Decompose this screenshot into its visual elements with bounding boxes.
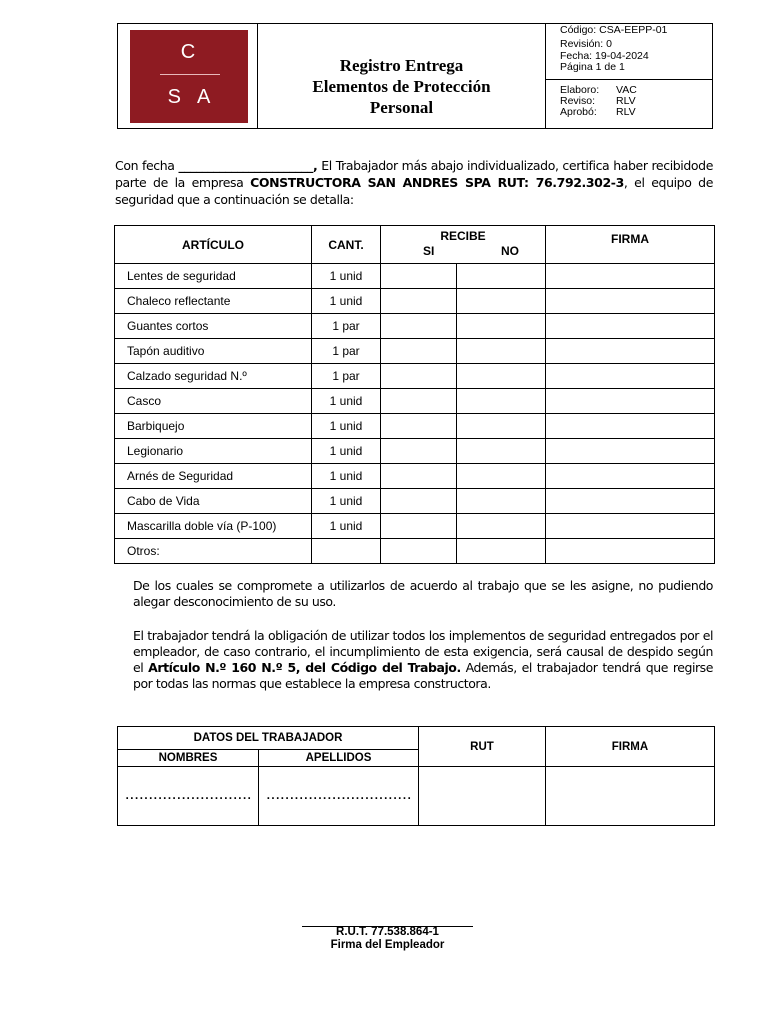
worker-table	[117, 726, 715, 826]
si-cell[interactable]	[381, 539, 457, 564]
si-cell[interactable]	[381, 489, 457, 514]
date-blank: _______________________,	[178, 158, 318, 173]
header-divider	[545, 23, 546, 129]
no-cell[interactable]	[457, 439, 546, 464]
col-cant: CANT.	[312, 226, 381, 264]
aprobo-label: Aprobó:	[560, 106, 597, 118]
intro-text: El Trabajador más abajo individualizado, certifica haber recibidode parte de la empresa	[115, 158, 713, 190]
item-name: Tapón auditivo	[115, 339, 312, 364]
logo-rule	[160, 74, 220, 75]
col-articulo: ARTÍCULO	[115, 226, 312, 264]
item-qty: 1 unid	[312, 389, 381, 414]
item-qty: 1 unid	[312, 264, 381, 289]
aprobo-value: RLV	[616, 106, 636, 118]
table-row	[115, 464, 715, 489]
si-cell[interactable]	[381, 414, 457, 439]
item-qty: 1 unid	[312, 514, 381, 539]
table-row	[115, 489, 715, 514]
obligation-paragraph	[133, 628, 713, 692]
reviso-label: Reviso:	[560, 95, 596, 107]
no-cell[interactable]	[457, 389, 546, 414]
elaboro-label: Elaboro:	[560, 84, 600, 96]
legal-reference: Artículo N.º 160 N.º 5, del Código del Trabajo.	[148, 660, 461, 675]
apellidos-field[interactable]	[259, 767, 419, 826]
item-name: Arnés de Seguridad	[115, 464, 312, 489]
items-table	[114, 225, 715, 564]
firma-cell[interactable]	[546, 539, 715, 564]
item-name: Legionario	[115, 439, 312, 464]
nombres-dots: ...........................	[125, 790, 253, 802]
no-cell[interactable]	[457, 514, 546, 539]
company-name: CONSTRUCTORA SAN ANDRES SPA RUT: 76.792.302-3	[250, 175, 624, 190]
firma-cell[interactable]	[546, 389, 715, 414]
firma-cell[interactable]	[546, 414, 715, 439]
title-line: Registro Entrega	[339, 56, 464, 75]
item-name: Barbiquejo	[115, 414, 312, 439]
firma-cell[interactable]	[546, 339, 715, 364]
item-name: Lentes de seguridad	[115, 264, 312, 289]
no-cell[interactable]	[457, 339, 546, 364]
si-cell[interactable]	[381, 289, 457, 314]
table-row	[115, 439, 715, 464]
intro-text: Con fecha	[115, 158, 179, 173]
no-cell[interactable]	[457, 489, 546, 514]
no-cell[interactable]	[457, 289, 546, 314]
item-qty: 1 par	[312, 364, 381, 389]
nombres-header: NOMBRES	[118, 750, 259, 767]
item-name: Chaleco reflectante	[115, 289, 312, 314]
employer-signature-label: Firma del Empleador	[330, 939, 445, 951]
document-title	[258, 55, 545, 118]
item-name: Calzado seguridad N.º	[115, 364, 312, 389]
rut-header: RUT	[419, 727, 546, 767]
si-cell[interactable]	[381, 514, 457, 539]
si-cell[interactable]	[381, 264, 457, 289]
item-name: Otros:	[115, 539, 312, 564]
intro-paragraph	[115, 157, 713, 208]
commitment-paragraph: De los cuales se compromete a utilizarlos de acuerdo al trabajo que se les asigne, no pudiendo alegar desconocimiento de su uso.	[133, 578, 713, 609]
no-cell[interactable]	[457, 364, 546, 389]
obligation-text: El trabajador tendrá la obligación de utilizar todos los implementos de seguridad entregados por el empleador, de caso contrario, el incumplimiento de esta exigencia, será causal de despido según el	[133, 628, 713, 675]
table-row	[115, 364, 715, 389]
si-cell[interactable]	[381, 314, 457, 339]
intro-text: , el equipo de seguridad que a continuación se detalla:	[115, 175, 713, 207]
doc-page: Página 1 de 1	[560, 61, 625, 73]
si-cell[interactable]	[381, 339, 457, 364]
item-qty: 1 unid	[312, 489, 381, 514]
no-label: NO	[501, 244, 519, 258]
no-cell[interactable]	[457, 414, 546, 439]
item-qty: 1 unid	[312, 439, 381, 464]
table-row	[115, 314, 715, 339]
firma-field[interactable]	[546, 767, 715, 826]
no-cell[interactable]	[457, 464, 546, 489]
item-qty: 1 par	[312, 339, 381, 364]
si-cell[interactable]	[381, 364, 457, 389]
item-name: Cabo de Vida	[115, 489, 312, 514]
item-name: Casco	[115, 389, 312, 414]
item-name: Mascarilla doble vía (P-100)	[115, 514, 312, 539]
firma-cell[interactable]	[546, 514, 715, 539]
no-cell[interactable]	[457, 314, 546, 339]
no-cell[interactable]	[457, 539, 546, 564]
doc-date: Fecha: 19-04-2024	[560, 50, 649, 62]
firma-header: FIRMA	[546, 727, 715, 767]
item-qty: 1 par	[312, 314, 381, 339]
apellidos-header: APELLIDOS	[259, 750, 419, 767]
table-row	[115, 289, 715, 314]
item-qty: 1 unid	[312, 289, 381, 314]
title-line: Elementos de Protección	[312, 77, 491, 96]
item-qty: 1 unid	[312, 414, 381, 439]
obligation-text: Además, el trabajador tendrá que regirse por todas las normas que establece la empresa constructora.	[133, 660, 713, 691]
nombres-field[interactable]	[118, 767, 259, 826]
title-line: Personal	[369, 98, 434, 117]
table-row	[115, 339, 715, 364]
doc-code: Código: CSA-EEPP-01	[560, 24, 668, 36]
firma-cell[interactable]	[546, 364, 715, 389]
apellidos-dots: ...............................	[266, 790, 413, 802]
item-qty[interactable]	[312, 539, 381, 564]
si-label: SI	[423, 244, 435, 258]
si-cell[interactable]	[381, 389, 457, 414]
item-qty: 1 unid	[312, 464, 381, 489]
table-row	[115, 539, 715, 564]
elaboro-value: VAC	[616, 84, 637, 96]
table-row	[115, 414, 715, 439]
si-cell[interactable]	[381, 439, 457, 464]
doc-revision: Revisión: 0	[560, 38, 612, 50]
firma-cell[interactable]	[546, 464, 715, 489]
worker-data-title: DATOS DEL TRABAJADOR	[118, 727, 419, 750]
firma-cell[interactable]	[546, 489, 715, 514]
recibe-label: RECIBE	[440, 229, 486, 243]
item-name: Guantes cortos	[115, 314, 312, 339]
firma-cell[interactable]	[546, 314, 715, 339]
firma-cell[interactable]	[546, 264, 715, 289]
col-firma: FIRMA	[546, 226, 715, 264]
firma-cell[interactable]	[546, 289, 715, 314]
col-recibe	[381, 226, 546, 264]
firma-cell[interactable]	[546, 439, 715, 464]
si-cell[interactable]	[381, 464, 457, 489]
no-cell[interactable]	[457, 264, 546, 289]
company-logo	[130, 30, 248, 123]
employer-rut: R.U.T. 77.538.864-1	[336, 926, 439, 938]
table-row	[115, 514, 715, 539]
table-row	[115, 264, 715, 289]
rut-field[interactable]	[419, 767, 546, 826]
logo-letters-bottom: SA	[167, 86, 227, 108]
header-divider	[545, 79, 713, 80]
reviso-value: RLV	[616, 95, 636, 107]
logo-letter-top: C	[180, 41, 198, 63]
table-row	[115, 389, 715, 414]
